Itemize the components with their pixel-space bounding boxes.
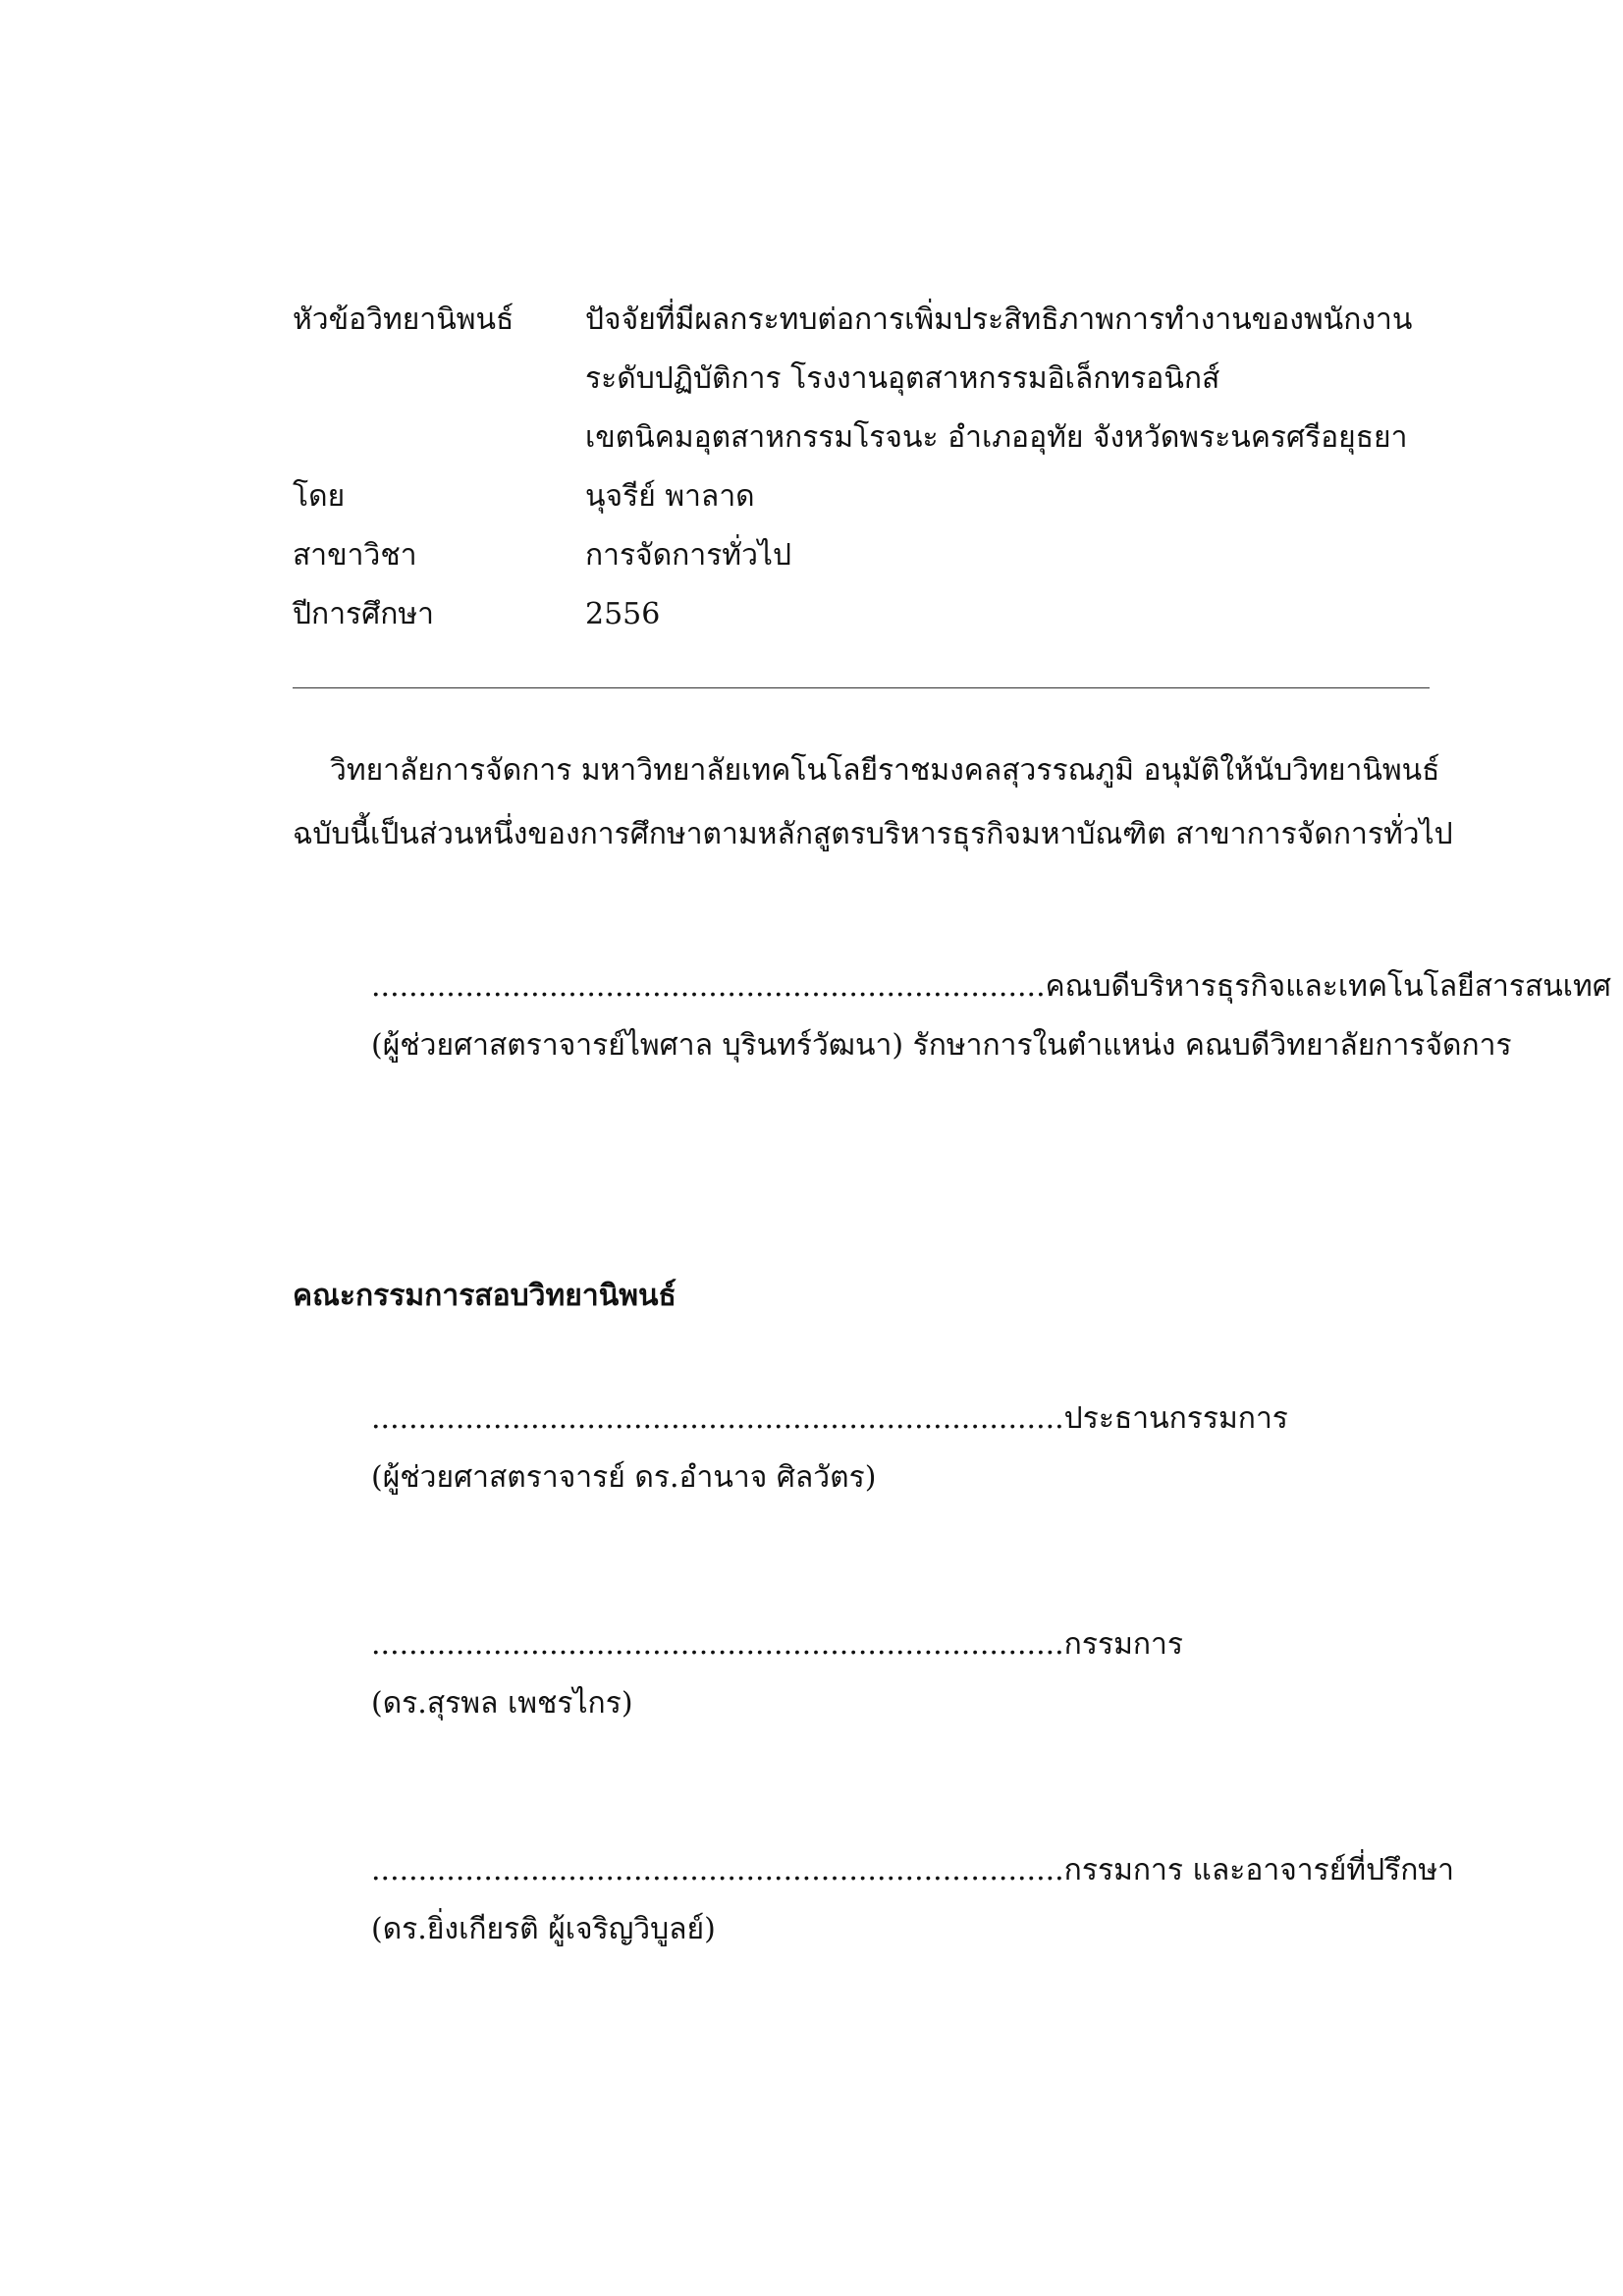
committee-chair-name: (ผู้ช่วยศาสตราจารย์ ดร.อำนาจ ศิลวัตร): [371, 1460, 877, 1495]
field-label: สาขาวิชา: [293, 538, 417, 573]
field-value: การจัดการทั่วไป: [585, 538, 792, 573]
committee-advisor-signature-line: ..........................................................................กรรมการ และอาจารย์ที่ปรึกษา: [371, 1853, 1455, 1887]
academic-year-label: ปีการศึกษา: [293, 597, 434, 631]
committee-member-signature-line: ..........................................................................กรรมการ: [371, 1627, 1183, 1662]
horizontal-rule: [293, 687, 1430, 688]
committee-member-name: (ดร.สุรพล เพชรไกร): [371, 1686, 633, 1721]
dean-name-line: (ผู้ช่วยศาสตราจารย์ไพศาล บุรินทร์วัฒนา) รักษาการในตำแหน่ง คณบดีวิทยาลัยการจัดการ: [371, 1028, 1512, 1063]
thesis-title-line-3: เขตนิคมอุตสาหกรรมโรจนะ อำเภออุทัย จังหวัดพระนครศรีอยุธยา: [585, 420, 1408, 455]
approval-line-1: วิทยาลัยการจัดการ มหาวิทยาลัยเทคโนโลยีราชมงคลสุวรรณภูมิ อนุมัติให้นับวิทยานิพนธ์: [330, 753, 1440, 788]
thesis-title-line-1: ปัจจัยที่มีผลกระทบต่อการเพิ่มประสิทธิภาพการทำงานของพนักงาน: [585, 302, 1413, 337]
author-name: นุจรีย์ พาลาด: [585, 479, 755, 514]
committee-advisor-name: (ดร.ยิ่งเกียรติ ผู้เจริญวิบูลย์): [371, 1912, 716, 1946]
approval-line-2: ฉบับนี้เป็นส่วนหนึ่งของการศึกษาตามหลักสูตรบริหารธุรกิจมหาบัณฑิต สาขาการจัดการทั่วไป: [293, 817, 1453, 851]
committee-chair-signature-line: ..........................................................................ประธานกรรมการ: [371, 1401, 1288, 1436]
author-label: โดย: [293, 479, 346, 514]
academic-year-value: 2556: [585, 597, 661, 631]
thesis-title-label: หัวข้อวิทยานิพนธ์: [293, 302, 514, 337]
thesis-title-line-2: ระดับปฏิบัติการ โรงงานอุตสาหกรรมอิเล็กทรอนิกส์: [585, 361, 1220, 396]
committee-heading: คณะกรรมการสอบวิทยานิพนธ์: [293, 1279, 676, 1313]
dean-signature-line: ........................................................................คณบดีบริหารธุรกิจและเทคโนโลยีสารสนเทศ: [371, 969, 1611, 1004]
